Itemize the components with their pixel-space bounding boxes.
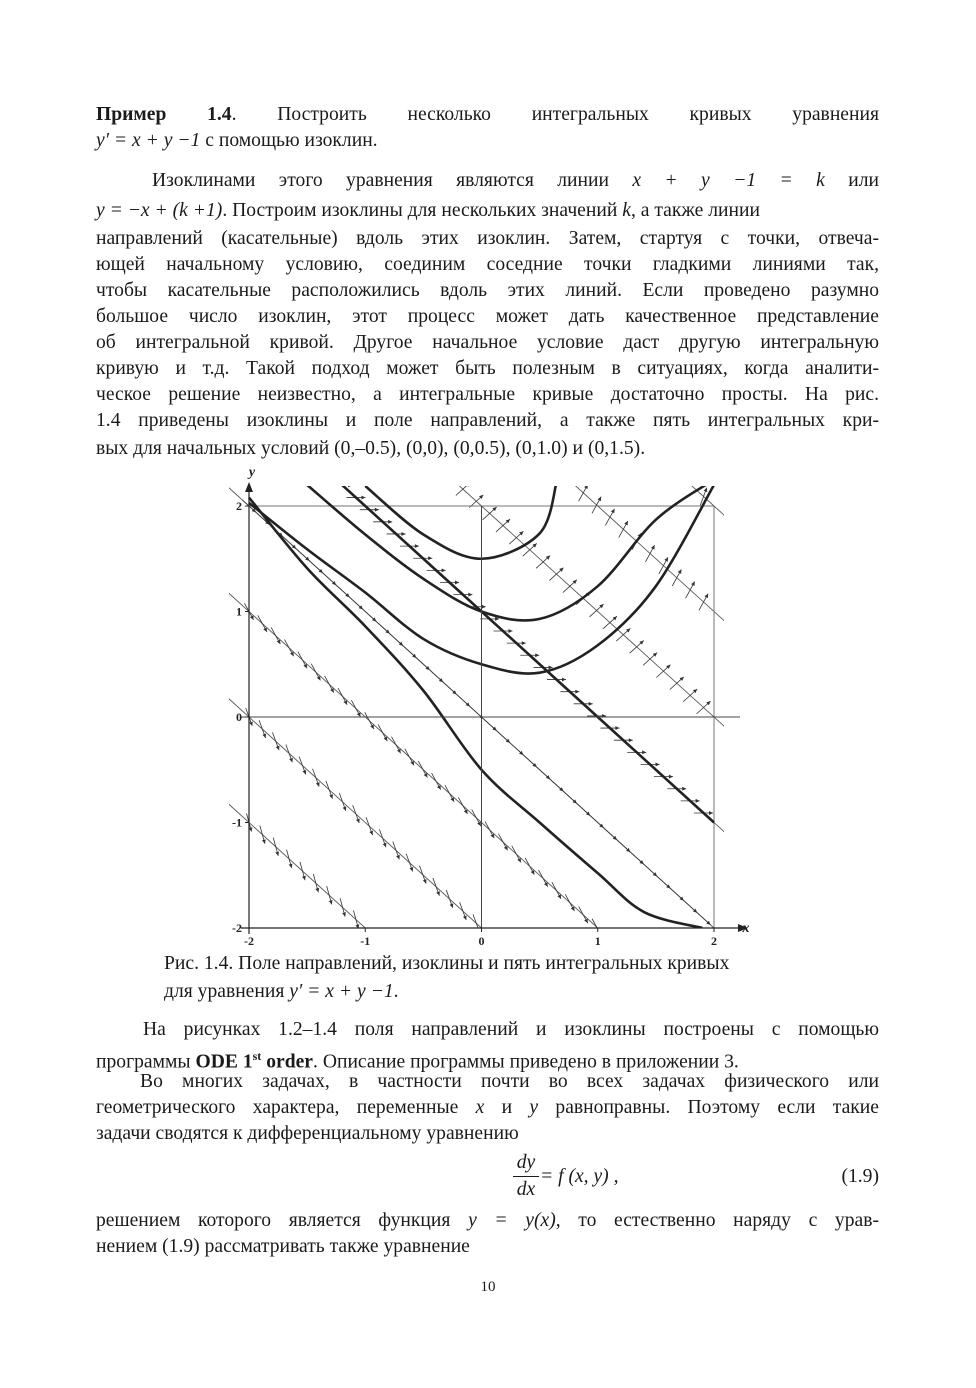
direction-arrowhead [682,787,686,791]
fraction-denominator: dx [516,1179,536,1200]
initial-condition: (0,0.5) [453,438,506,459]
para1-line-7: об интегральной кривой. Другое начальное условие даст другую интегральную [96,332,879,353]
program-name: ODE 1 [195,1051,253,1073]
para3-text: геометрического характера, переменные [96,1097,459,1118]
direction-arrowhead [482,605,486,609]
para3-line-2 [96,1095,879,1121]
integral-curve [249,498,702,928]
derivative-fraction [512,1150,540,1203]
direction-arrowhead [442,568,446,572]
direction-arrowhead [361,496,365,500]
direction-arrowhead [629,738,633,742]
y-tick-label: -2 [232,921,242,935]
para1-line-6: большое число изоклин, этот процесс может дать качественное представление [96,306,879,327]
x-tick-label: -1 [360,934,371,948]
direction-arrowhead [375,508,379,512]
isocline-line [226,0,738,422]
direction-arrowhead [696,799,700,803]
page-number: 10 [480,1279,496,1295]
figure-caption-line-1: Рис. 1.4. Поле направлений, изоклины и пять интегральных кривых [164,953,730,974]
para1-text: вых для начальных условий [96,438,330,459]
direction-arrow [592,919,601,936]
direction-arrowhead [402,532,406,536]
direction-arrowhead [302,876,306,880]
equation-number: (1.9) [841,1166,879,1187]
x-tick-label: -2 [244,934,254,948]
isocline-line [226,63,738,527]
direction-arrowhead [656,763,660,767]
x-tick-label: 1 [594,934,601,948]
equation-rhs: = f (x, y) , [540,1166,619,1187]
direction-arrowhead [535,653,539,657]
direction-arrowhead [275,851,279,855]
direction-arrowhead [428,556,432,560]
y-tick-label: 1 [236,604,242,619]
var-y: y [529,1097,539,1118]
isocline-equation-2: y = −x + (k +1) [96,200,223,221]
para2-text: . Описание программы приведено в приложении 3. [313,1051,739,1073]
direction-arrowhead [348,483,352,487]
para1-text: Изоклинами этого уравнения являются линии [152,170,609,191]
direction-arrowhead [342,912,346,916]
direction-arrowhead [315,888,319,892]
tick-labels [232,465,750,948]
direction-arrowhead [468,593,472,597]
figure-caption-line-2: для уравнения y′ = x + y −1. [164,981,399,1002]
para1-line-10: 1.4 приведены изоклины и поле направлений, а также пять интегральных кри- [96,410,879,431]
direction-arrowhead [329,900,333,904]
direction-arrow [473,914,480,932]
y-tick-label: 2 [236,499,242,513]
caption-equation: y′ = x + y −1 [289,981,394,1002]
isocline-equation: x + y −1 = k [632,170,825,191]
x-axis-label: x [742,921,750,936]
example-line-1: Пример 1.4. Построить несколько интегральных кривых уравнения [96,104,879,125]
direction-arrowhead [615,726,619,730]
para3-text: равноправны. Поэтому если такие [555,1097,879,1118]
y-tick-label: -1 [232,815,242,830]
para2-text: программы [96,1051,191,1073]
direction-arrowhead [289,864,293,868]
direction-arrowhead [262,839,266,843]
para4-text: решением которого является функция [96,1210,451,1231]
para1-text: , а также линии [630,200,760,221]
direction-arrowhead [415,544,419,548]
para1-line-4: ющей начальному условию, соединим соседние точки гладкими линиями так, [96,254,879,275]
direction-arrowhead [709,811,713,815]
x-tick-label: 0 [478,934,485,948]
initial-condition: (0,0) [406,438,444,459]
para2-line-1: На рисунках 1.2–1.4 поля направлений и изоклины построены с помощью [143,1019,879,1040]
direction-field-arrows [242,483,713,936]
direction-arrowhead [562,678,566,682]
caption-text: для уравнения [164,981,285,1002]
var-x: x [475,1097,485,1118]
equation-1-9 [96,1150,879,1206]
para1-text: и [572,438,584,459]
direction-arrowhead [388,520,392,524]
direction-arrowhead [589,702,593,706]
para3-line-3: задачи сводятся к дифференциальному уравнению [96,1123,519,1144]
example-text-2: с помощью изоклин. [205,130,378,151]
integral-curve [365,480,557,559]
para4-text: , то естественно наряду с урав- [555,1210,879,1231]
direction-arrowhead [575,690,579,694]
para3-text: и [501,1097,513,1118]
direction-arrowhead [669,775,673,779]
para1-line-5: чтобы касательные расположились вдоль этих линий. Если проведено разумно [96,280,879,301]
program-name-2: order [266,1051,314,1073]
y-axis-label: y [248,465,256,480]
para1-line-11: вых для начальных условий (0,–0.5), (0,0), (0,0.5), (0,1.0) и (0,1.5). [96,438,646,459]
para1-text: или [848,170,879,191]
direction-arrowhead [642,750,646,754]
example-text: Построить несколько интегральных кривых уравнения [277,104,879,125]
x-tick-label: 2 [711,934,717,948]
para4-line-2: нением (1.9) рассматривать также уравнение [96,1236,470,1257]
fraction-numerator: dy [516,1152,536,1173]
initial-condition: (0,1.0) [515,438,568,459]
example-number: 1.4 [207,104,232,125]
para1-line-8: кривую и т.д. Такой подход может быть полезным в ситуациях, когда аналити- [96,358,879,379]
para4-line-1 [96,1208,879,1234]
initial-condition: (0,–0.5) [334,438,397,459]
program-name-sup: st [252,1049,262,1063]
direction-arrowhead [508,629,512,633]
para1-line-9: ческое решение неизвестно, а интегральные кривые достаточно просты. На рис. [96,384,879,405]
y-axis-arrow [245,482,253,492]
para1-line-3: направлений (касательные) вдоль этих изоклин. Затем, стартуя с точки, отвеча- [96,228,879,249]
var-k: k [622,200,631,221]
integral-curve [307,480,714,621]
solution-function: y = y(x) [468,1210,556,1231]
initial-condition: (0,1.5) [587,438,641,459]
para3-line-1: Во многих задачах, в частности почти во всех задачах физического или [140,1071,879,1092]
direction-arrowhead [455,581,459,585]
example-equation: y′ = x + y −1 [96,130,201,151]
axes [241,482,748,934]
direction-arrowhead [522,641,526,645]
example-label: Пример [96,104,167,125]
para1-text: . Построим изоклины для нескольких значений [222,200,618,221]
y-tick-label: 0 [236,710,242,724]
